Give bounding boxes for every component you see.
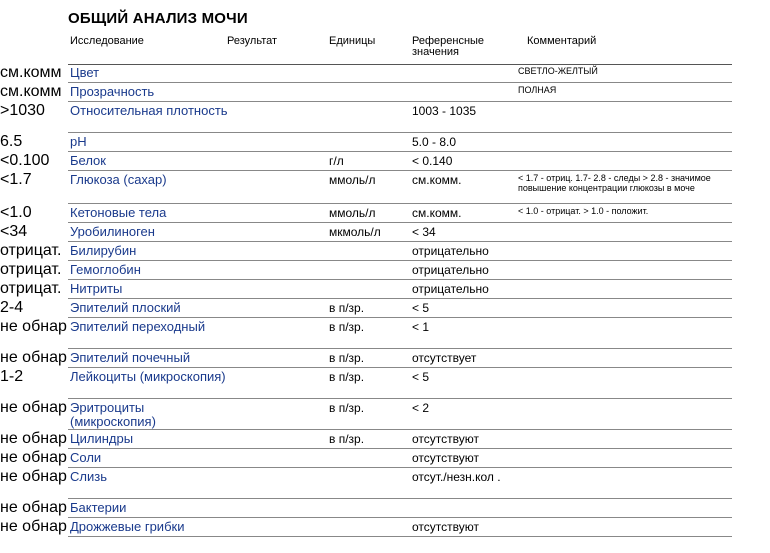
row-name: Слизь <box>70 469 107 484</box>
row-name: Билирубин <box>70 243 137 258</box>
row-name: Лейкоциты (микроскопия) <box>70 369 226 384</box>
row-reference: < 2 <box>412 401 430 415</box>
table-row <box>0 133 770 152</box>
row-reference: см.комм. <box>412 173 462 187</box>
row-divider <box>68 536 732 537</box>
row-result: не обнар <box>0 349 67 366</box>
table-row <box>0 261 770 280</box>
row-result: см.комм <box>0 64 62 81</box>
table-row <box>0 430 770 449</box>
table-row <box>0 64 770 83</box>
table-row <box>0 449 770 468</box>
row-reference: отсутствуют <box>412 451 479 465</box>
row-reference: см.комм. <box>412 206 462 220</box>
table-row <box>0 518 770 537</box>
row-name: Соли <box>70 450 102 465</box>
row-result: не обнар <box>0 399 67 416</box>
row-reference: отсутствуют <box>412 432 479 446</box>
row-name: Цвет <box>70 65 100 80</box>
row-comment: < 1.0 - отрицат. > 1.0 - положит. <box>518 206 649 216</box>
row-name: Эпителий плоский <box>70 300 181 315</box>
row-result: <1.0 <box>0 204 32 221</box>
row-result: не обнар <box>0 318 67 335</box>
row-name: Цилиндры <box>70 431 134 446</box>
row-reference: отсутствует <box>412 351 477 365</box>
row-result: 2-4 <box>0 299 24 316</box>
row-result: <34 <box>0 223 28 240</box>
table-row <box>0 280 770 299</box>
table-row <box>0 83 770 102</box>
row-result: 1-2 <box>0 368 24 385</box>
row-reference: 5.0 - 8.0 <box>412 135 457 149</box>
row-name: Бактерии <box>70 500 127 515</box>
table-row <box>0 468 770 499</box>
row-result: <1.7 <box>0 171 32 188</box>
row-result: не обнар <box>0 468 67 485</box>
row-reference: < 5 <box>412 301 430 315</box>
row-unit: в п/зр. <box>329 401 365 415</box>
row-comment: < 1.7 - отриц. 1.7- 2.8 - следы > 2.8 - значимое повышение концентрации глюкозы в моче <box>518 173 711 193</box>
table-row <box>0 399 770 430</box>
row-name: Нитриты <box>70 281 123 296</box>
header-comment: Комментарий <box>527 35 597 47</box>
row-comment: ПОЛНАЯ <box>518 85 557 95</box>
row-result: не обнар <box>0 518 67 535</box>
row-result: отрицат. <box>0 280 62 297</box>
page-title: ОБЩИЙ АНАЛИЗ МОЧИ <box>68 10 248 27</box>
table-row <box>0 223 770 242</box>
row-name: Гемоглобин <box>70 262 141 277</box>
row-result: <0.100 <box>0 152 50 169</box>
table-row <box>0 349 770 368</box>
row-unit: в п/зр. <box>329 432 365 446</box>
row-reference: < 0.140 <box>412 154 453 168</box>
row-unit: в п/зр. <box>329 320 365 334</box>
row-unit: в п/зр. <box>329 370 365 384</box>
row-name: Эпителий переходный <box>70 319 206 334</box>
row-reference: отсут./незн.кол . <box>412 470 501 484</box>
row-name: Прозрачность <box>70 84 155 99</box>
row-reference: отрицательно <box>412 244 489 258</box>
row-name: Эпителий почечный <box>70 350 191 365</box>
row-result: 6.5 <box>0 133 23 150</box>
table-row <box>0 499 770 518</box>
row-result: не обнар <box>0 499 67 516</box>
table-row <box>0 318 770 349</box>
row-name: Белок <box>70 153 106 168</box>
row-name: Глюкоза (сахар) <box>70 172 167 187</box>
row-unit: в п/зр. <box>329 301 365 315</box>
row-reference: < 1 <box>412 320 430 334</box>
row-unit: в п/зр. <box>329 351 365 365</box>
table-row <box>0 242 770 261</box>
row-unit: ммоль/л <box>329 173 376 187</box>
table-row <box>0 171 770 204</box>
table-header <box>0 34 770 64</box>
header-units: Единицы <box>329 35 376 47</box>
header-study: Исследование <box>70 35 144 47</box>
table-row <box>0 299 770 318</box>
row-name: Кетоновые тела <box>70 205 167 220</box>
row-reference: < 5 <box>412 370 430 384</box>
row-result: отрицат. <box>0 261 62 278</box>
table-row <box>0 102 770 133</box>
table-row <box>0 204 770 223</box>
row-unit: мкмоль/л <box>329 225 381 239</box>
row-result: не обнар <box>0 449 67 466</box>
row-result: см.комм <box>0 83 62 100</box>
row-result: отрицат. <box>0 242 62 259</box>
table-row <box>0 368 770 399</box>
row-reference: < 34 <box>412 225 436 239</box>
header-reference: Референсные значения <box>412 35 485 58</box>
row-unit: г/л <box>329 154 344 168</box>
row-result: >1030 <box>0 102 45 119</box>
row-name: Уробилиноген <box>70 224 155 239</box>
row-name: Относительная плотность <box>70 103 228 118</box>
table-row <box>0 152 770 171</box>
row-unit: ммоль/л <box>329 206 376 220</box>
header-result: Результат <box>227 35 278 47</box>
row-name: Эритроциты (микроскопия) <box>70 400 156 429</box>
row-reference: отсутствуют <box>412 520 479 534</box>
row-name: pH <box>70 134 87 149</box>
row-reference: 1003 - 1035 <box>412 104 477 118</box>
row-comment: СВЕТЛО-ЖЕЛТЫЙ <box>518 66 598 76</box>
row-name: Дрожжевые грибки <box>70 519 185 534</box>
row-result: не обнар <box>0 430 67 447</box>
row-reference: отрицательно <box>412 263 489 277</box>
row-reference: отрицательно <box>412 282 489 296</box>
